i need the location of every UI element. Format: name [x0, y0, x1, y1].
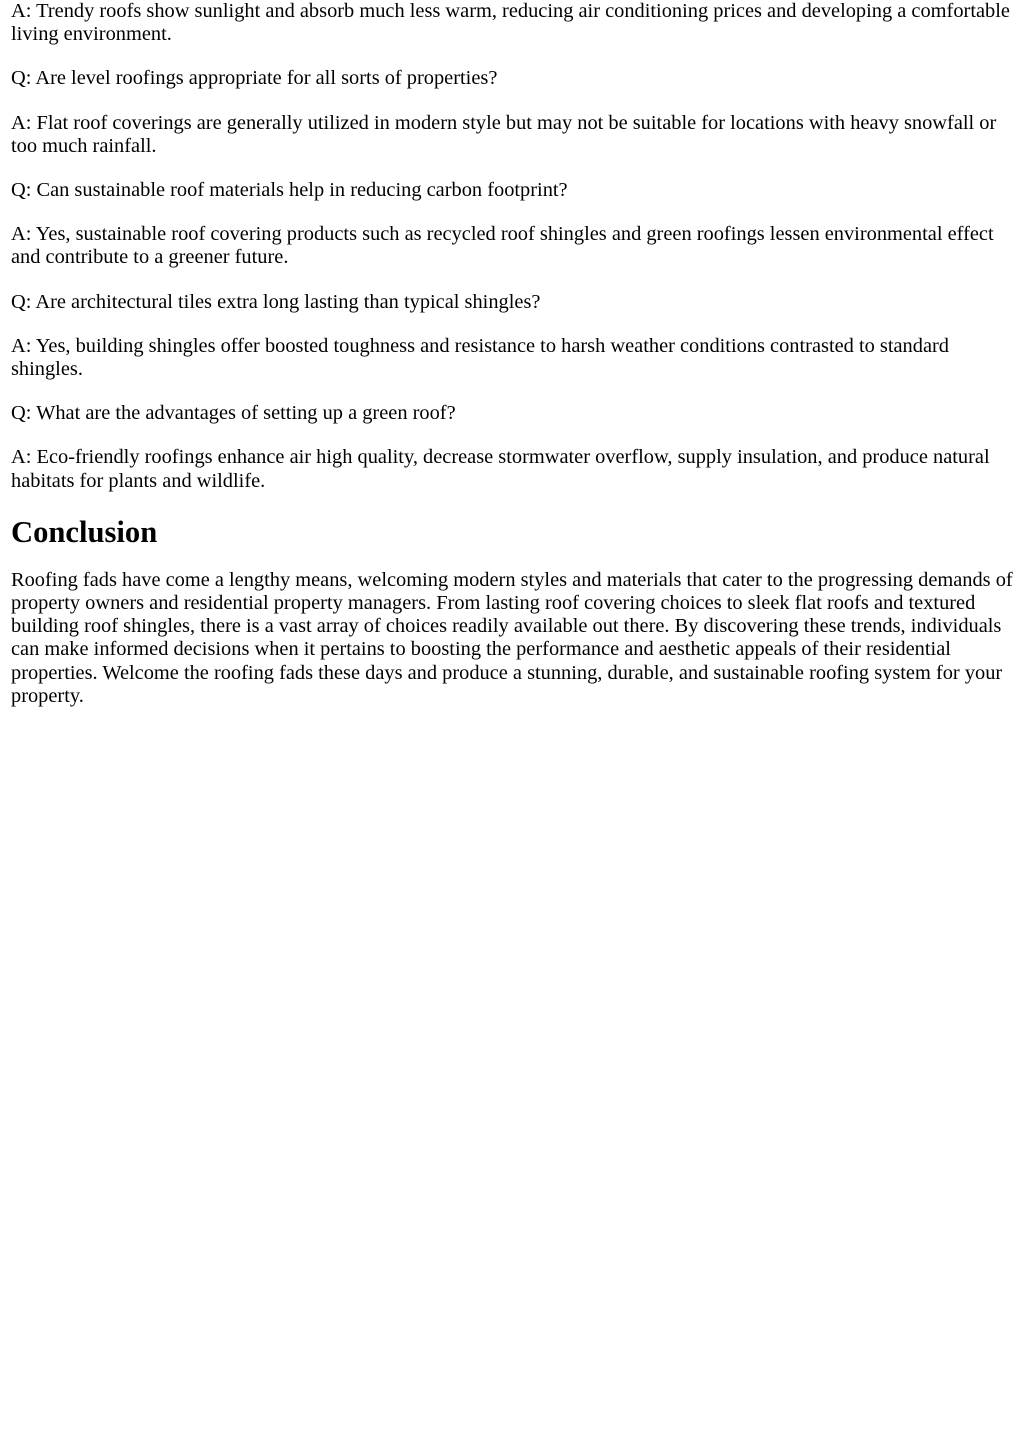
- faq-question: Q: Are architectural tiles extra long lasting than typical shingles?: [11, 290, 541, 313]
- faq-question: Q: What are the advantages of setting up a green roof?: [11, 402, 456, 425]
- faq-answer: A: Yes, building shingles offer boosted toughness and resistance to harsh weather conditions contrasted to standard shingles.: [11, 334, 949, 381]
- faq-answer: A: Eco-friendly roofings enhance air high quality, decrease stormwater overflow, supply insulation, and produce natural habitats for plants and wildlife.: [11, 446, 990, 492]
- article-content: [11, 0, 1017, 729]
- conclusion-heading: Conclusion: [11, 514, 158, 549]
- faq-question: Q: Are level roofings appropriate for all sorts of properties?: [11, 67, 498, 90]
- faq-answer: A: Flat roof coverings are generally utilized in modern style but may not be suitable for locations with heavy snowfall or too much rainfall.: [11, 111, 997, 157]
- faq-answer: A: Trendy roofs show sunlight and absorb much less warm, reducing air conditioning prices and developing a comfortable living environment.: [11, 0, 1010, 46]
- faq-question: Q: Can sustainable roof materials help in reducing carbon footprint?: [11, 179, 568, 202]
- faq-answer: A: Yes, sustainable roof covering products such as recycled roof shingles and green roofings lessen environmental effect and contribute to a greener future.: [11, 223, 994, 269]
- conclusion-paragraph: Roofing fads have come a lengthy means, welcoming modern styles and materials that cater to the progressing demands of property owners and residential property managers. From lasting roof covering choices to sleek flat roofs and textured building roof shingles, there is a vast array of choices readily available out there. By discovering these trends, individuals can make informed decisions when it pertains to boosting the performance and aesthetic appeals of their residential properties. Welcome the roofing fads these days and produce a stunning, durable, and sustainable roofing system for your property.: [11, 568, 1013, 707]
